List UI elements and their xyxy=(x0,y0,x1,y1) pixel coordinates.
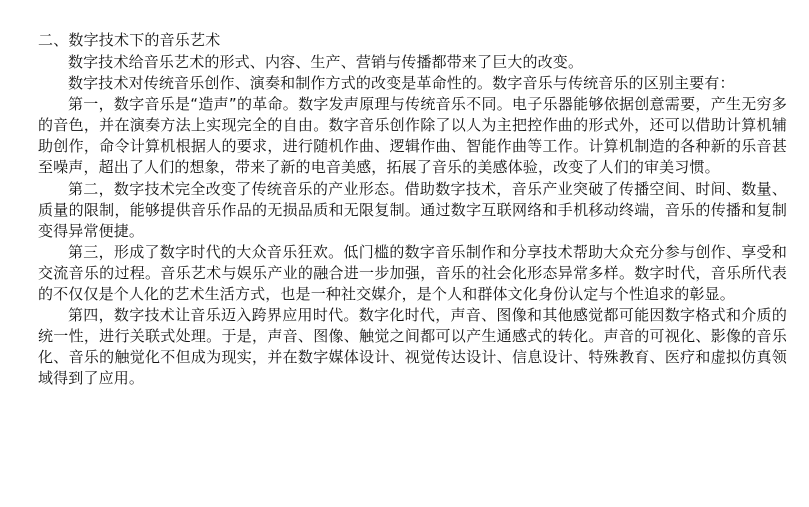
paragraph-differences-intro: 数字技术对传统音乐创作、演奏和制作方式的改变是革命性的。数字音乐与传统音乐的区别主要有： xyxy=(68,74,735,93)
paragraph-point-two: 第二，数字技术完全改变了传统音乐的产业形态。借助数字技术，音乐产业突破了传播空间、时间、数量、质量的限制，能够提供音乐作品的无损品质和无限复制。通过数字互联网络和手机移动终端，音乐的传播和复制变得异常便捷。 xyxy=(38,179,787,240)
paragraph-point-four: 第四，数字技术让音乐迈入跨界应用时代。数字化时代，声音、图像和其他感觉都可能因数字格式和介质的统一性，进行关联式处理。于是，声音、图像、触觉之间都可以产生通感式的转化。声音的可视化、影像的音乐化、音乐的触觉化不但成为现实，并在数字媒体设计、视觉传达设计、信息设计、特殊教育、医疗和虚拟仿真领域得到了应用。 xyxy=(38,306,787,388)
paragraph-intro: 数字技术给音乐艺术的形式、内容、生产、营销与传播都带来了巨大的改变。 xyxy=(68,53,584,71)
paragraph-point-three: 第三，形成了数字时代的大众音乐狂欢。低门槛的数字音乐制作和分享技术帮助大众充分参与创作、享受和交流音乐的过程。音乐艺术与娱乐产业的融合进一步加强，音乐的社会化形态异常多样。数字时代，音乐所代表的不仅仅是个人化的艺术生活方式，也是一种社交媒介，是个人和群体文化身份认定与个性追求的彰显。 xyxy=(38,242,787,304)
section-heading: 二、数字技术下的音乐艺术 xyxy=(38,31,221,49)
paragraph-point-one: 第一，数字音乐是“造声”的革命。数字发声原理与传统音乐不同。电子乐器能够依据创意需要，产生无穷多的音色，并在演奏方法上实现完全的自由。数字音乐创作除了以人为主把控作曲的形式外，还可以借助计算机辅助创作，命令计算机根据人的要求，进行随机作曲、逻辑作曲、智能作曲等工作。计算机制造的各种新的乐音甚至噪声，超出了人们的想象，带来了新的电音美感，拓展了音乐的美感体验，改变了人们的审美习惯。 xyxy=(38,95,787,177)
